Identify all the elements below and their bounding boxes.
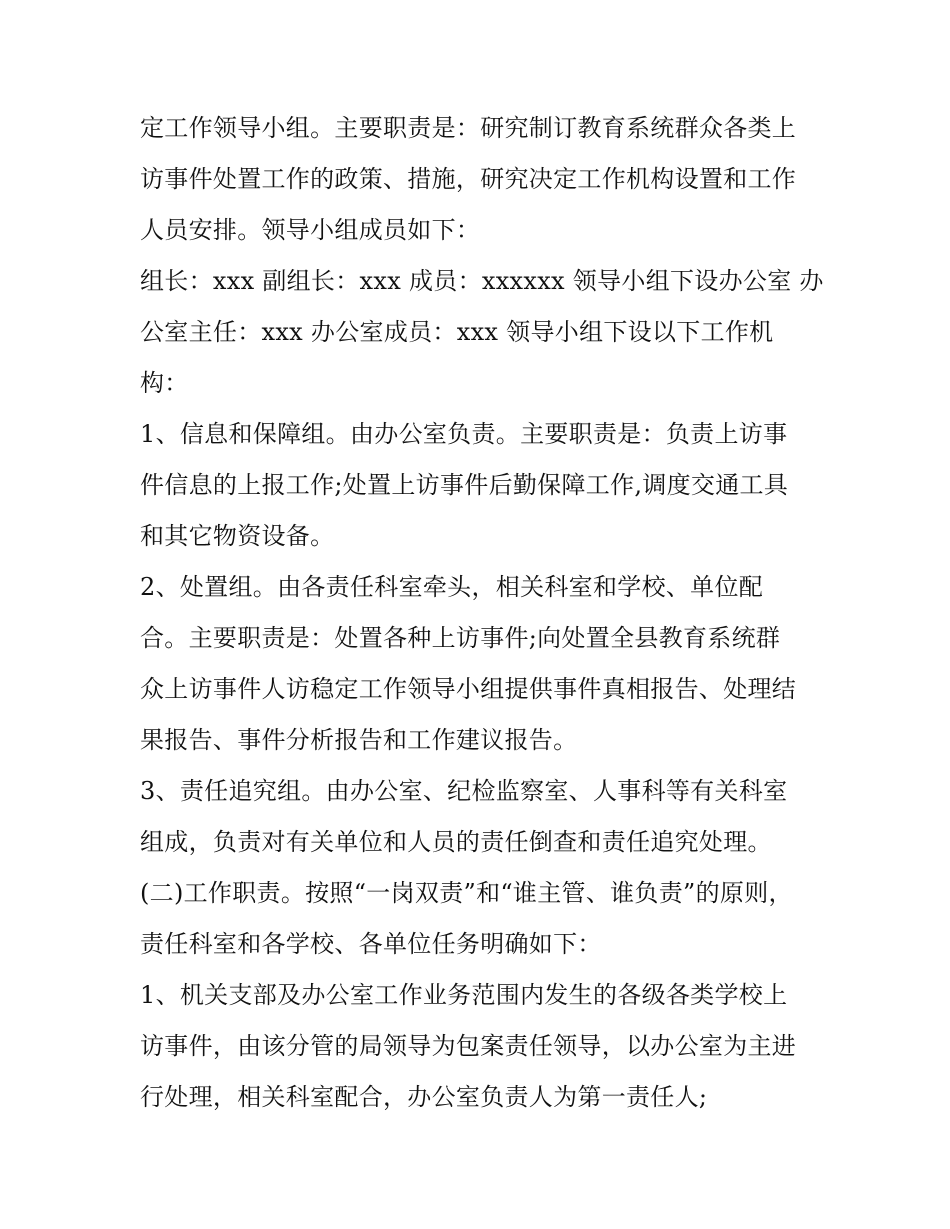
text-line: 和其它物资设备。	[140, 522, 335, 550]
text-line: 1、机关支部及办公室工作业务范围内发生的各级各类学校上	[140, 981, 788, 1009]
text-line: 1、信息和保障组。由办公室负责。主要职责是：负责上访事	[140, 420, 788, 448]
text-line: 组长：xxx 副组长：xxx 成员：xxxxxx 领导小组下设办公室 办	[140, 267, 824, 295]
text-line: 构：	[140, 369, 189, 397]
text-line: 组成，负责对有关单位和人员的责任倒查和责任追究处理。	[140, 828, 772, 856]
text-line: 人员安排。领导小组成员如下：	[140, 216, 481, 244]
text-line: 合。主要职责是：处置各种上访事件;向处置全县教育系统群	[140, 624, 781, 652]
text-line: 件信息的上报工作;处置上访事件后勤保障工作,调度交通工具	[140, 471, 789, 499]
text-line: 责任科室和各学校、各单位任务明确如下：	[140, 930, 602, 958]
text-line: 果报告、事件分析报告和工作建议报告。	[140, 726, 578, 754]
text-line: 访事件，由该分管的局领导为包案责任领导，以办公室为主进	[140, 1032, 797, 1060]
text-line: (二)工作职责。按照“一岗双责”和“谁主管、谁负责”的原则，	[140, 879, 793, 907]
text-line: 行处理，相关科室配合，办公室负责人为第一责任人;	[140, 1083, 708, 1111]
text-line: 定工作领导小组。主要职责是：研究制订教育系统群众各类上	[140, 114, 797, 142]
text-line: 3、责任追究组。由办公室、纪检监察室、人事科等有关科室	[140, 777, 788, 805]
text-line: 2、处置组。由各责任科室牵头，相关科室和学校、单位配	[140, 573, 764, 601]
text-line: 访事件处置工作的政策、措施，研究决定工作机构设置和工作	[140, 165, 797, 193]
document-body	[140, 103, 830, 1123]
text-line: 众上访事件人访稳定工作领导小组提供事件真相报告、处理结	[140, 675, 797, 703]
text-line: 公室主任：xxx 办公室成员：xxx 领导小组下设以下工作机	[140, 318, 774, 346]
